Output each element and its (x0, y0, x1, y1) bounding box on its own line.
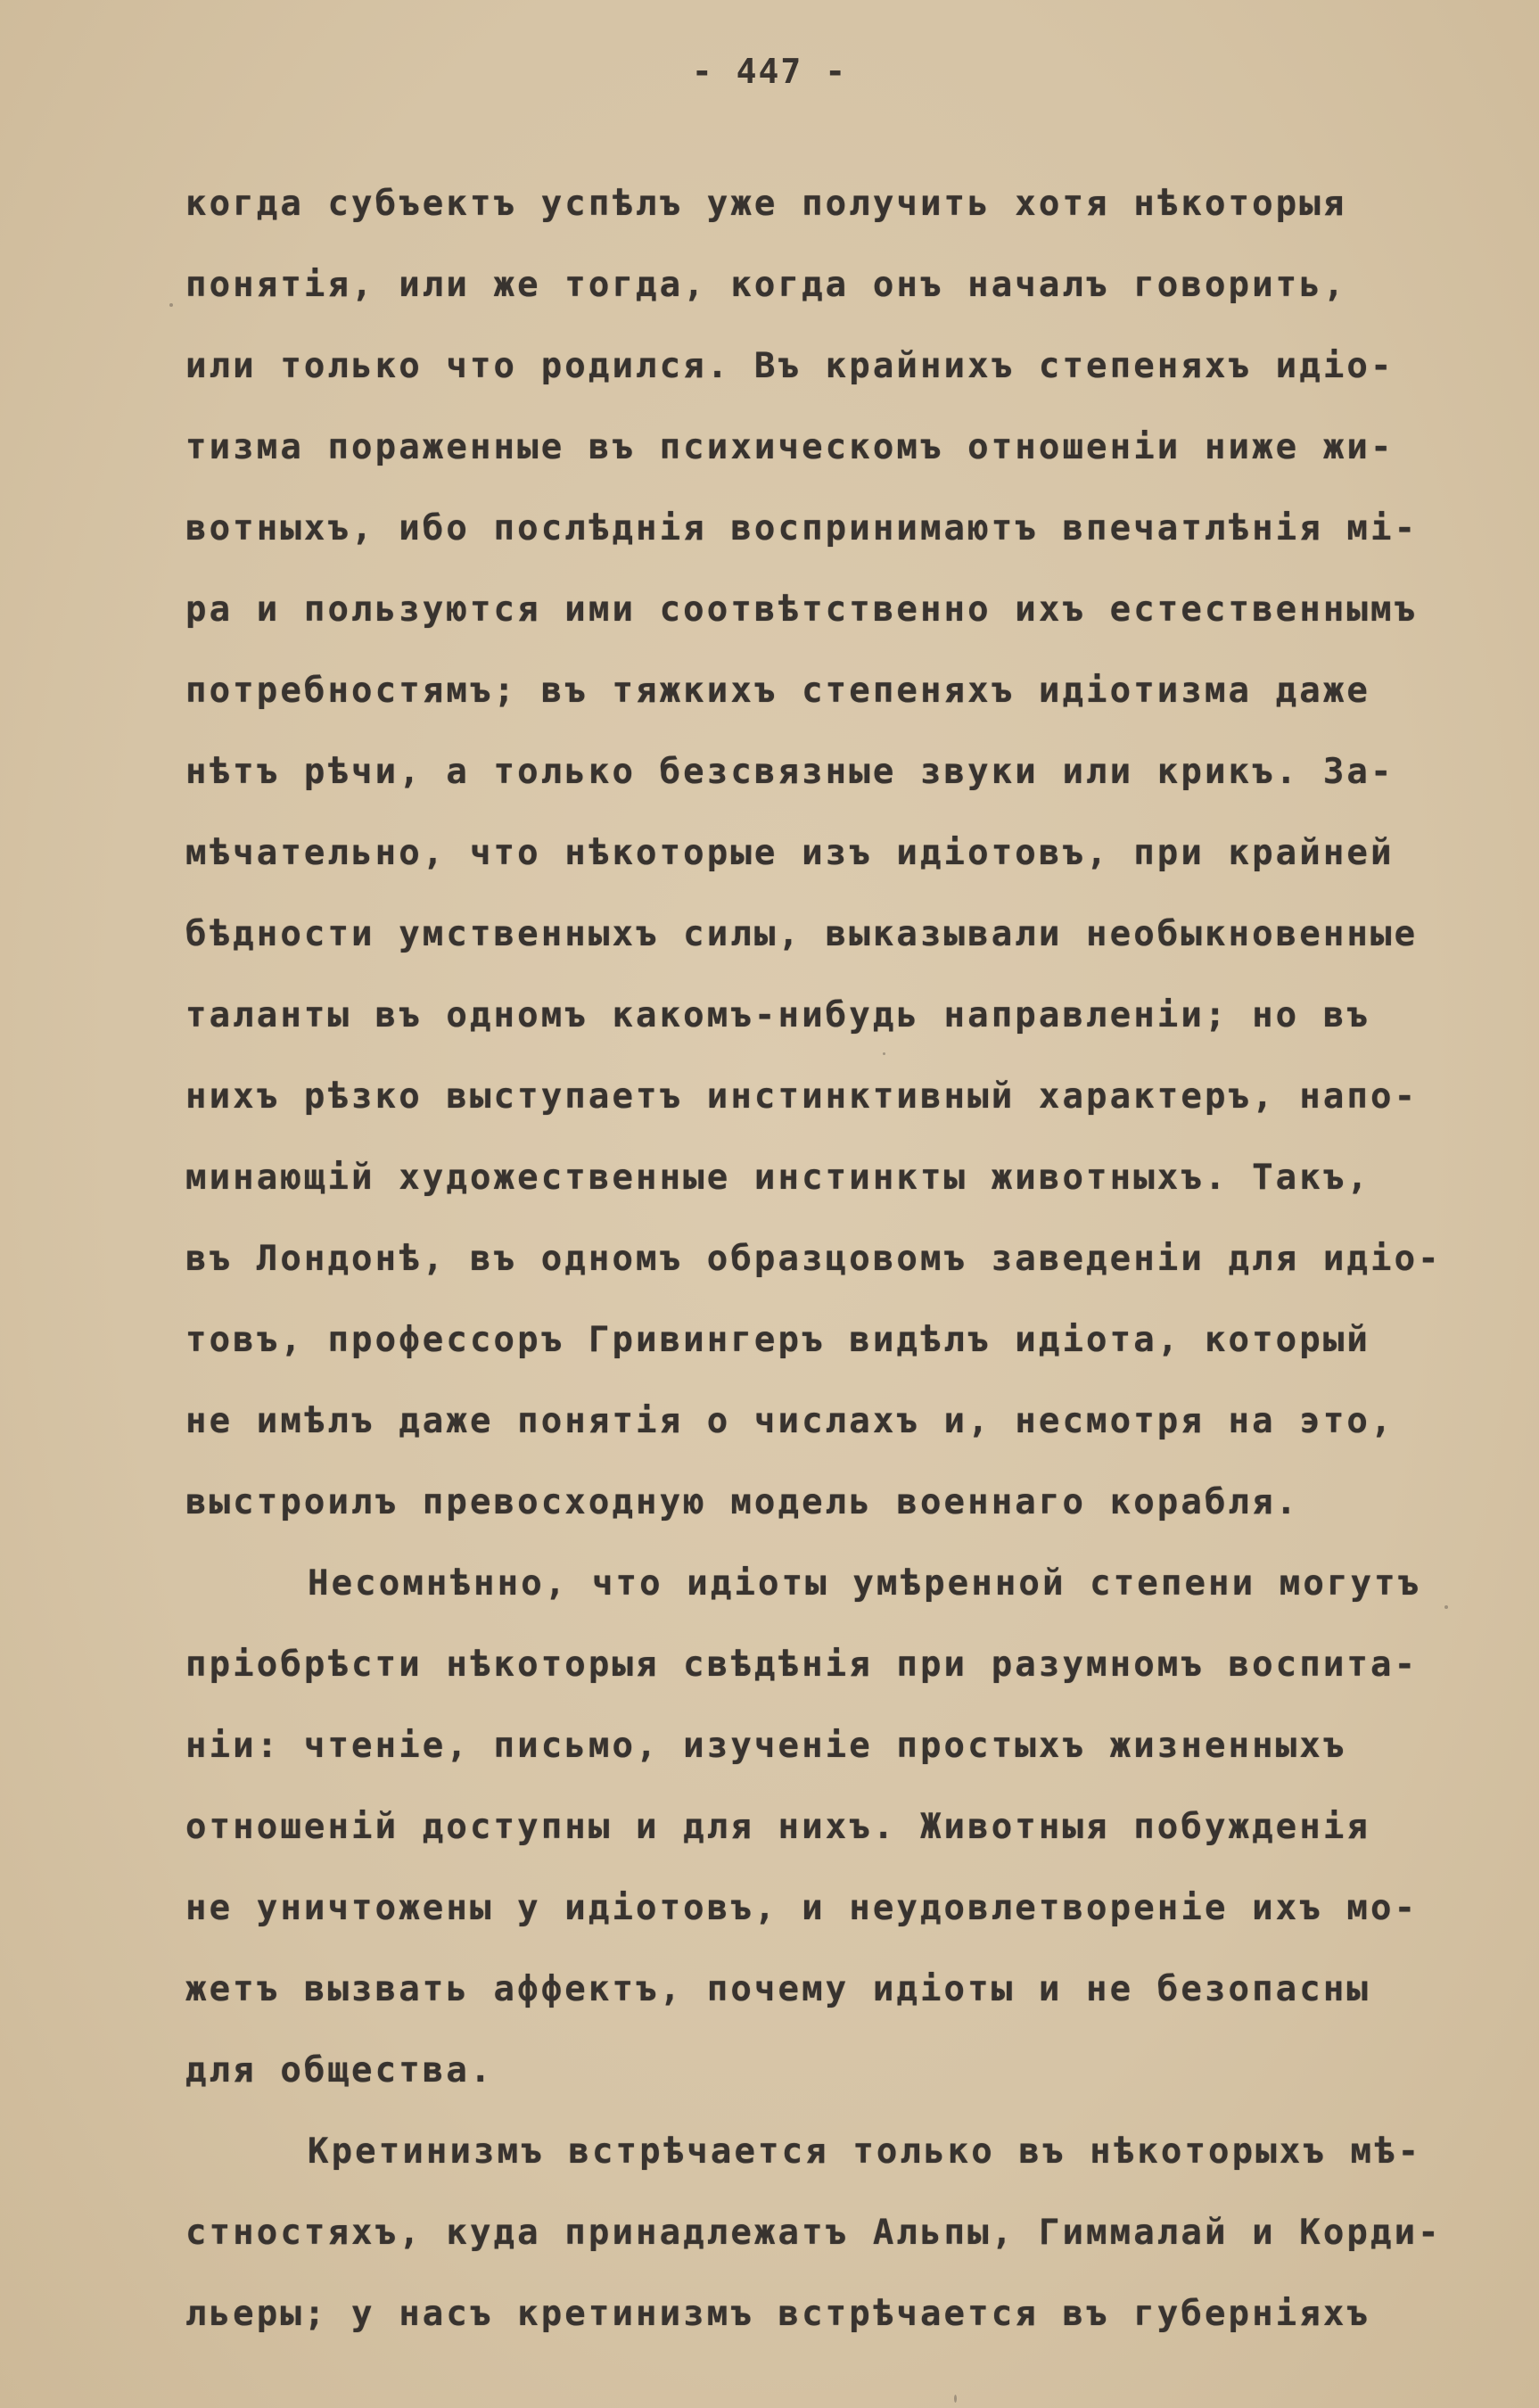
paper-speck (1444, 1605, 1448, 1609)
text-line: ніи: чтеніе, письмо, изученіе простыхъ жизненныхъ (185, 1726, 1347, 1766)
text-line: нѣтъ рѣчи, а только безсвязные звуки или крикъ. За- (185, 752, 1395, 792)
text-line: бѣдности умственныхъ силы, выказывали необыкновенные (185, 914, 1419, 954)
text-line: нихъ рѣзко выступаетъ инстинктивный характеръ, напо- (185, 1076, 1419, 1117)
text-line: когда субъектъ успѣлъ уже получить хотя нѣкоторыя (185, 184, 1347, 224)
paper-speck (169, 303, 173, 307)
text-line: выстроилъ превосходную модель военнаго корабля. (185, 1482, 1300, 1522)
text-line: стностяхъ, куда принадлежатъ Альпы, Гиммалай и Корди- (185, 2213, 1442, 2253)
text-line: товъ, профессоръ Гривингеръ видѣлъ идіота, который (185, 1320, 1370, 1360)
text-line: минающій художественные инстинкты животныхъ. Такъ, (185, 1158, 1370, 1198)
text-line: потребностямъ; въ тяжкихъ степеняхъ идіотизма даже (185, 671, 1370, 711)
text-line: вотныхъ, ибо послѣднія воспринимаютъ впечатлѣнія мі- (185, 508, 1419, 548)
text-line: не уничтожены у идіотовъ, и неудовлетвореніе ихъ мо- (185, 1888, 1419, 1928)
paragraph-start-line: Кретинизмъ встрѣчается только въ нѣкоторыхъ мѣ- (308, 2132, 1422, 2172)
text-line: въ Лондонѣ, въ одномъ образцовомъ заведеніи для идіо- (185, 1239, 1442, 1279)
text-line: отношеній доступны и для нихъ. Животныя побужденія (185, 1807, 1370, 1847)
page-number: - 447 - (691, 52, 848, 91)
text-line: понятія, или же тогда, когда онъ началъ говорить, (185, 265, 1347, 305)
text-line: ра и пользуются ими соотвѣтственно ихъ естественнымъ (185, 590, 1419, 630)
text-line: для общества. (185, 2050, 494, 2091)
text-line: мѣчательно, что нѣкоторые изъ идіотовъ, при крайней (185, 833, 1395, 873)
text-line: таланты въ одномъ какомъ-нибудь направленіи; но въ (185, 995, 1370, 1035)
text-line: жетъ вызвать аффектъ, почему идіоты и не безопасны (185, 1969, 1370, 2009)
text-line: не имѣлъ даже понятія о числахъ и, несмотря на это, (185, 1401, 1395, 1441)
text-line: пріобрѣсти нѣкоторыя свѣдѣнія при разумномъ воспита- (185, 1645, 1419, 1685)
text-line: льеры; у насъ кретинизмъ встрѣчается въ губерніяхъ (185, 2294, 1370, 2334)
text-line: тизма пораженные въ психическомъ отношеніи ниже жи- (185, 427, 1395, 467)
text-line: или только что родился. Въ крайнихъ степеняхъ идіо- (185, 346, 1395, 386)
paper-speck (883, 1052, 885, 1055)
paper-speck (954, 2395, 957, 2403)
paragraph-start-line: Несомнѣнно, что идіоты умѣренной степени могутъ (308, 1563, 1422, 1604)
